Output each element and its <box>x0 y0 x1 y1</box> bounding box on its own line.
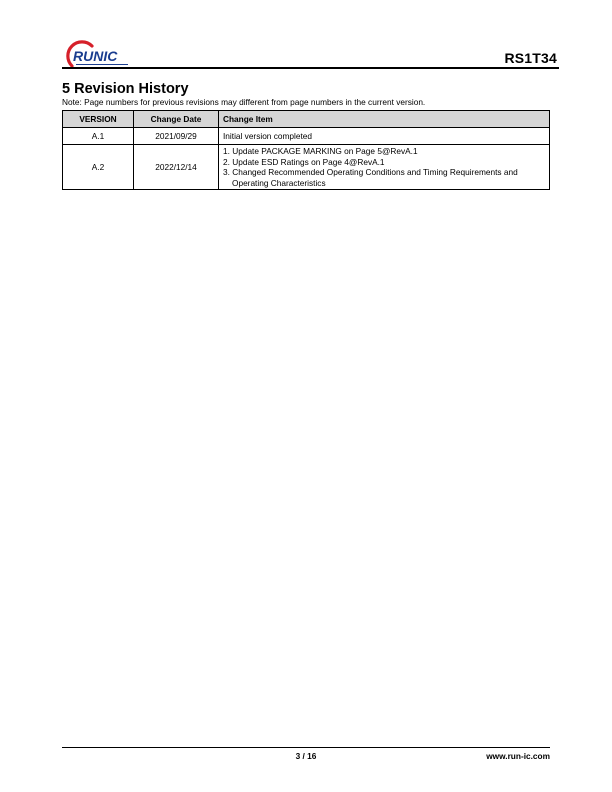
change-item: 1. Update PACKAGE MARKING on Page 5@RevA.1 <box>223 146 418 156</box>
header-divider <box>62 67 559 69</box>
logo-wordmark: RUNIC <box>73 48 118 64</box>
runic-logo <box>62 40 142 70</box>
date-cell: 2022/12/14 <box>134 145 219 190</box>
table-row <box>63 128 550 145</box>
website-link[interactable]: www.run-ic.com <box>486 751 550 761</box>
version-cell: A.1 <box>63 128 134 145</box>
date-cell: 2021/09/29 <box>134 128 219 145</box>
section-title: 5 Revision History <box>62 81 189 97</box>
version-cell: A.2 <box>63 145 134 190</box>
part-number: RS1T34 <box>504 50 557 66</box>
page-number: 3 / 16 <box>295 751 317 761</box>
revision-note: Note: Page numbers for previous revisions may different from page numbers in the current version. <box>62 97 426 107</box>
header-change-date: Change Date <box>134 111 219 128</box>
header-version: VERSION <box>63 111 134 128</box>
change-item: 2. Update ESD Ratings on Page 4@RevA.1 <box>223 156 385 167</box>
table-row <box>63 145 550 190</box>
footer-divider <box>62 747 550 748</box>
change-item: Initial version completed <box>223 130 313 141</box>
change-item: 3. Changed Recommended Operating Conditions and Timing Requirements and <box>223 167 518 177</box>
change-item-cell <box>219 128 550 145</box>
table-header-row <box>63 111 550 128</box>
header-change-item: Change Item <box>219 111 550 128</box>
revision-history-table <box>62 110 550 190</box>
change-item-cell <box>219 145 550 190</box>
change-item-continuation: Operating Characteristics <box>232 177 326 188</box>
